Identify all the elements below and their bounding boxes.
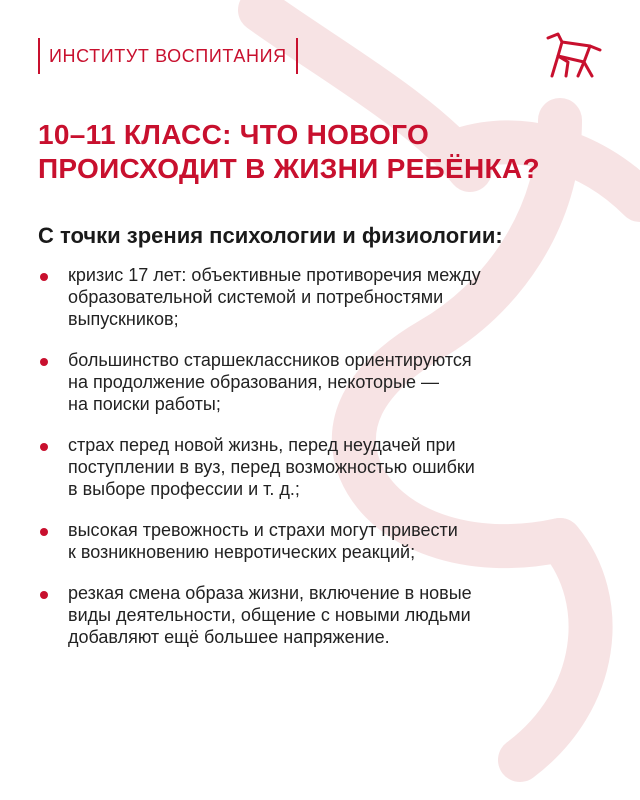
list-item — [38, 519, 598, 563]
header-divider-right — [296, 38, 298, 74]
list-item-line: выпускников; — [68, 309, 179, 329]
title-line-1: 10–11 КЛАСС: ЧТО НОВОГО — [38, 119, 430, 150]
bullet-dot-icon — [40, 443, 48, 451]
bullet-list — [38, 264, 598, 667]
horse-logo-icon — [544, 32, 602, 78]
bullet-dot-icon — [40, 528, 48, 536]
bullet-dot-icon — [40, 358, 48, 366]
list-item-line: кризис 17 лет: объективные противоречия между — [68, 265, 481, 285]
title-line-2: ПРОИСХОДИТ В ЖИЗНИ РЕБЁНКА? — [38, 153, 540, 184]
list-item-line: к возникновению невротических реакций; — [68, 542, 416, 562]
list-item — [38, 434, 598, 500]
page-title — [38, 118, 608, 186]
list-item — [38, 349, 598, 415]
list-item-line: добавляют ещё большее напряжение. — [68, 627, 390, 647]
bullet-dot-icon — [40, 591, 48, 599]
header — [38, 38, 298, 74]
list-item-line: на поиски работы; — [68, 394, 221, 414]
list-item-line: на продолжение образования, некоторые — — [68, 372, 439, 392]
section-subtitle: С точки зрения психологии и физиологии: — [38, 223, 503, 248]
list-item-line: страх перед новой жизнь, перед неудачей при — [68, 435, 456, 455]
list-item — [38, 582, 598, 648]
brand-name: ИНСТИТУТ ВОСПИТАНИЯ — [49, 45, 287, 66]
bullet-dot-icon — [40, 273, 48, 281]
list-item-line: образовательной системой и потребностями — [68, 287, 444, 307]
list-item-line: высокая тревожность и страхи могут привести — [68, 520, 458, 540]
list-item-line: поступлении в вуз, перед возможностью ошибки — [68, 457, 475, 477]
list-item-line: большинство старшеклассников ориентируются — [68, 350, 472, 370]
list-item-line: резкая смена образа жизни, включение в новые — [68, 583, 472, 603]
list-item-line: виды деятельности, общение с новыми людьми — [68, 605, 471, 625]
list-item — [38, 264, 598, 330]
list-item-line: в выборе профессии и т. д.; — [68, 479, 300, 499]
